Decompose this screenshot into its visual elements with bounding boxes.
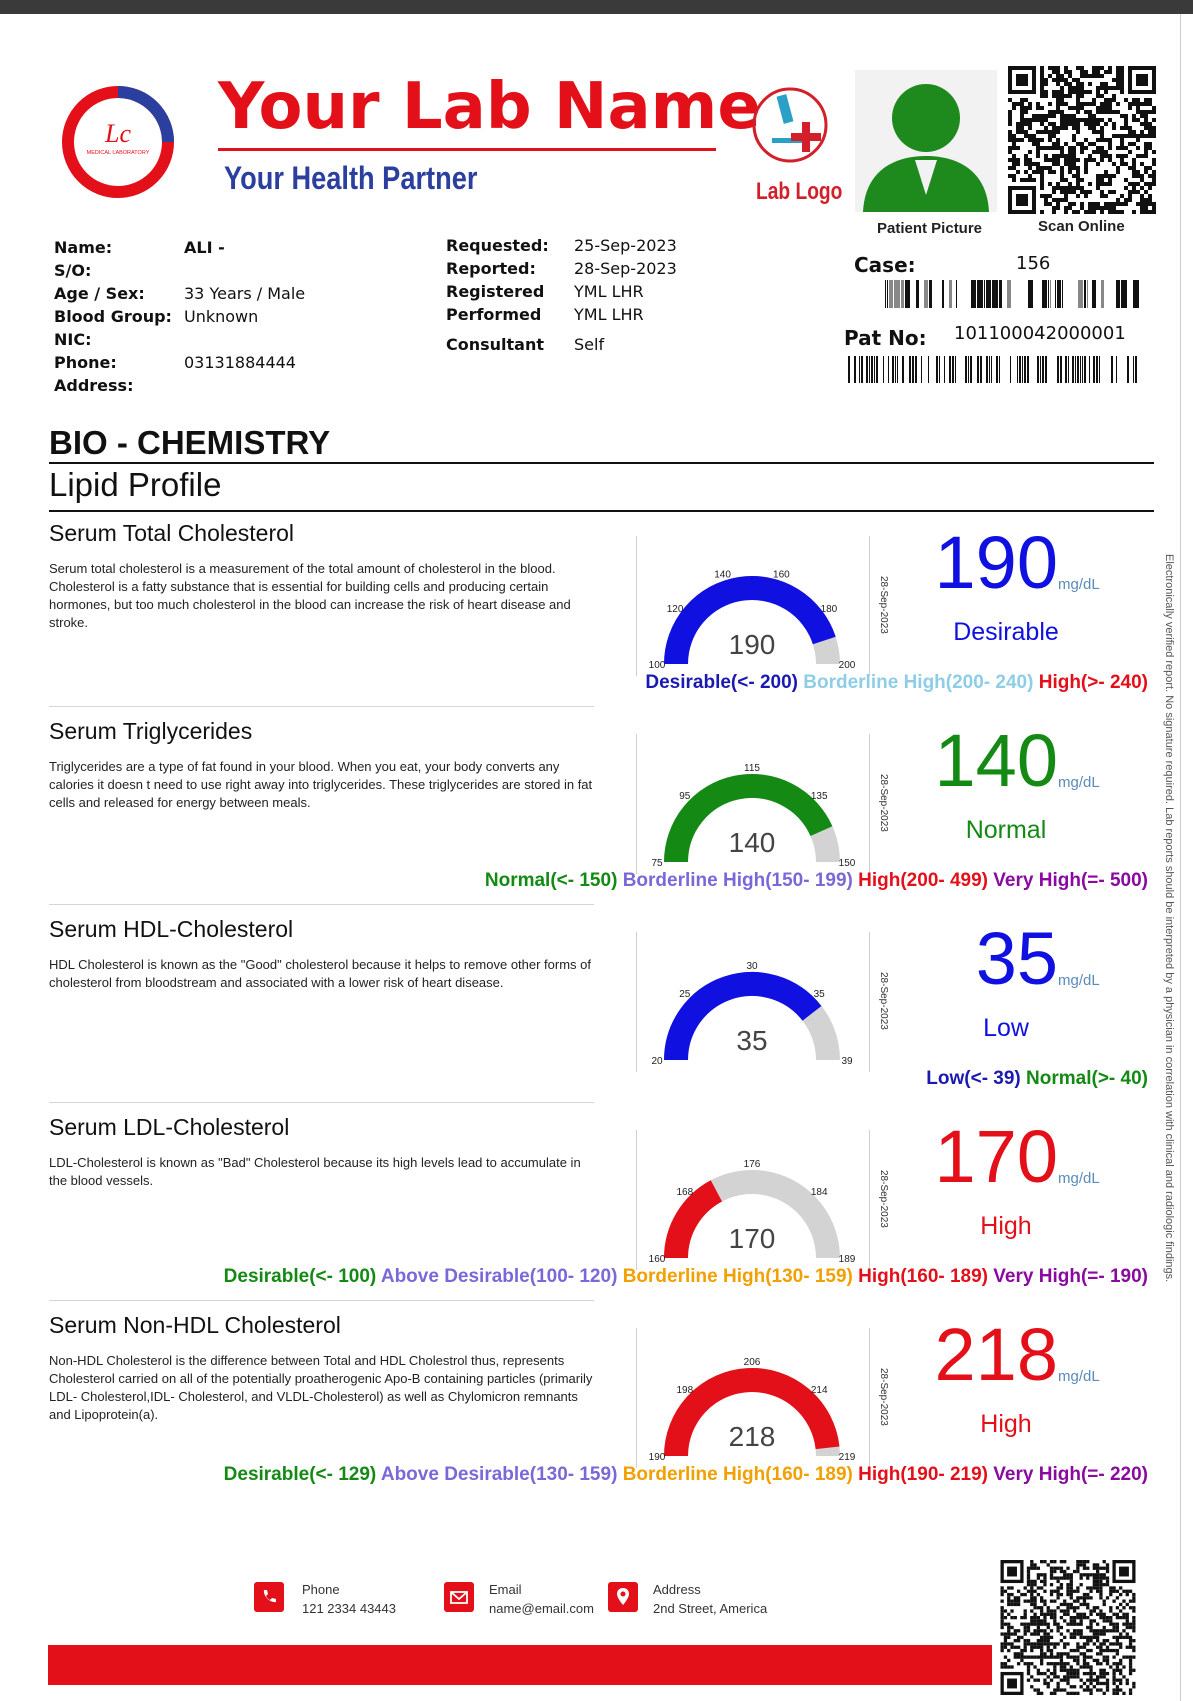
result-unit: mg/dL [1058,972,1100,989]
gauge-tick-label: 198 [676,1384,694,1396]
test-title: Serum Total Cholesterol [49,520,295,546]
gauge-tick-label: 75 [651,858,663,869]
gauge-tick-label: 160 [648,1254,666,1265]
department-title: BIO - CHEMISTRY [49,424,331,461]
gauge-tick-label: 184 [810,1186,828,1198]
blood-group-value: Unknown [184,307,259,326]
result-value: 190 [934,521,1058,604]
test-description: Serum total cholesterol is a measurement of the total amount of cholesterol in the blood. Cholesterol is a fatty substance that is essential for building cells and producing certain hormones, but too much cholesterol in the blood can increase the risk of heart disease and stroke. [49,561,571,630]
test-separator [49,706,594,707]
reference-range: Very High(=- 500) [993,870,1148,891]
age-sex-value: 33 Years / Male [184,284,306,303]
test-block [0,718,1180,916]
result-flag: High [980,1212,1032,1240]
lab-circle-logo [62,86,174,198]
footer-email-label: Email [489,1582,522,1597]
gauge-right-divider [869,932,870,1072]
viewer-top-bar [0,0,1193,14]
so-label: S/O: [54,261,92,280]
footer-address-label: Address [653,1582,701,1597]
verification-note: Electronically verified report. No signature required. Lab reports should be interpreted by a physician in correlation with clinical and radiologic findings. [1163,554,1175,1283]
phone-value: 03131884444 [184,353,296,372]
reported-value: 28-Sep-2023 [574,259,677,278]
gauge-center-value: 140 [728,827,776,858]
gauge-right-divider [869,1130,870,1270]
result-flag: Desirable [953,618,1059,646]
gauge-tick-label: 214 [810,1384,828,1396]
patient-barcode [845,356,1142,383]
phone-icon [254,1582,284,1612]
gauge-tick-label: 30 [746,961,758,972]
result-unit: mg/dL [1058,576,1100,593]
reference-range: Desirable(<- 200) [645,672,798,693]
gauge-center-value: 190 [728,629,776,660]
reported-label: Reported: [446,259,536,278]
result-value: 218 [934,1313,1058,1396]
result-date: 28-Sep-2023 [878,1170,889,1228]
performed-label: Performed [446,305,542,324]
reference-range: High(190- 219) [858,1464,989,1485]
gauge-center-value: 35 [736,1025,768,1056]
gauge-tick-label: 20 [651,1056,663,1067]
test-block [0,1312,1180,1510]
test-title: Serum Non-HDL Cholesterol [49,1312,341,1338]
location-pin-icon [608,1582,638,1612]
test-description: Triglycerides are a type of fat found in your blood. When you eat, your body converts any calories it doesn t need to use right away into triglycerides. These triglycerides are stored in fat cells and released for energy between meals. [49,759,593,810]
department-rule [49,462,1154,464]
gauge-tick-label: 115 [744,763,760,774]
phone-label: Phone: [54,353,117,372]
result-flag: Normal [965,816,1047,844]
footer-phone-value: 121 2334 43443 [302,1601,396,1616]
test-block [0,916,1180,1114]
reference-ranges [224,1266,1148,1288]
logo-text: MEDICAL LABORATORY [86,150,150,156]
result-value: 35 [975,917,1058,1000]
result-unit: mg/dL [1058,774,1100,791]
gauge-tick-label: 168 [676,1186,694,1198]
result-gauge [630,1328,856,1468]
email-icon [444,1582,474,1612]
gauge-right-divider [869,536,870,676]
result-gauge [630,734,856,874]
gauge-tick-label: 95 [679,790,691,802]
test-title: Serum LDL-Cholesterol [49,1114,290,1140]
gauge-tick-label: 200 [838,660,856,671]
name-label: Name: [54,238,113,257]
pat-no-label: Pat No: [844,326,927,350]
reference-range: Very High(=- 220) [993,1464,1148,1485]
result-flag: Low [983,1014,1029,1042]
lab-tagline: Your Health Partner [224,160,478,196]
patient-picture-caption: Patient Picture [877,220,983,237]
result-date: 28-Sep-2023 [878,972,889,1030]
blood-group-label: Blood Group: [54,307,172,326]
test-separator [49,904,594,905]
reference-ranges [926,1068,1148,1090]
case-barcode [878,280,1146,308]
reference-ranges [485,870,1148,892]
lab-name: Your Lab Name [218,70,761,144]
consultant-value: Self [574,335,605,354]
reference-range: Borderline High(130- 159) [622,1266,853,1287]
age-sex-label: Age / Sex: [54,284,145,303]
result-date: 28-Sep-2023 [878,576,889,634]
gauge-tick-label: 25 [679,988,691,1000]
consultant-label: Consultant [446,335,545,354]
gauge-tick-label: 150 [838,858,856,869]
test-title: Serum HDL-Cholesterol [49,916,294,942]
test-block [0,1114,1180,1312]
reference-range: Desirable(<- 129) [223,1464,377,1485]
nic-label: NIC: [54,330,92,349]
result-gauge [630,1130,856,1270]
gauge-right-divider [869,734,870,874]
gauge-tick-label: 219 [838,1452,856,1463]
result-date: 28-Sep-2023 [878,774,889,832]
gauge-tick-label: 206 [743,1357,761,1368]
gauge-fill [676,1191,716,1258]
test-description: HDL Cholesterol is known as the "Good" cholesterol because it helps to remove other forms of cholesterol from bloodstream and associated with a lower risk of heart disease. [49,957,592,990]
reference-range: Borderline High(160- 189) [622,1464,853,1485]
svg-text:Lc: Lc [105,119,131,148]
registered-value: YML LHR [574,282,644,301]
performed-value: YML LHR [574,305,644,324]
test-block [0,520,1180,718]
result-unit: mg/dL [1058,1170,1100,1187]
gauge-tick-label: 189 [838,1254,856,1265]
test-description: Non-HDL Cholesterol is the difference between Total and HDL Cholestrol thus, represents Cholesterol carried on all of the potentially proatherogenic Apo-B containing particles (primarily LDL- Cholesterol,IDL- Cholesterol, and VLDL-Cholesterol) as well as Chylomicron remnants and Lipoprotein(a). [49,1353,593,1422]
result-unit: mg/dL [1058,1368,1100,1385]
reference-range: Borderline High(150- 199) [622,870,853,891]
case-label: Case: [854,253,916,277]
gauge-right-divider [869,1328,870,1468]
reference-range: Desirable(<- 100) [223,1266,377,1287]
footer-email-value[interactable]: name@email.com [489,1601,594,1616]
reference-range: High(200- 499) [858,870,989,891]
reference-ranges [224,1464,1148,1486]
footer-red-bar [48,1645,992,1685]
gauge-tick-label: 190 [648,1452,666,1463]
reference-range: Above Desirable(100- 120) [380,1266,618,1287]
result-value: 140 [934,719,1058,802]
pat-no-value: 101100042000001 [954,323,1126,344]
reference-range: Normal(<- 150) [484,870,618,891]
reference-range: Normal(>- 40) [1026,1068,1148,1089]
reference-range: Low(<- 39) [926,1068,1021,1089]
lab-logo-caption: Lab Logo [756,178,843,205]
reference-ranges [645,672,1148,694]
scan-online-caption: Scan Online [1038,218,1125,235]
gauge-tick-label: 140 [714,569,731,581]
panel-rule [49,510,1154,512]
test-description: LDL-Cholesterol is known as "Bad" Cholesterol because its high levels lead to accumulate in the blood vessels. [49,1155,581,1188]
panel-title: Lipid Profile [49,466,222,503]
gauge-tick-label: 160 [773,569,790,581]
reference-range: High(>- 240) [1038,672,1148,693]
gauge-tick-label: 39 [841,1056,853,1067]
result-value: 170 [934,1115,1058,1198]
gauge-tick-label: 120 [666,604,684,616]
address-label: Address: [54,376,134,395]
footer-phone-label: Phone [302,1582,340,1597]
gauge-center-value: 218 [728,1421,776,1452]
gauge-tick-label: 180 [820,604,838,616]
gauge-tick-label: 35 [813,988,825,1000]
patient-name: ALI - [184,238,225,257]
lab-name-underline [218,148,716,151]
gauge-tick-label: 100 [648,660,666,671]
test-title: Serum Triglycerides [49,718,253,744]
gauge-center-value: 170 [728,1223,776,1254]
result-date: 28-Sep-2023 [878,1368,889,1426]
gauge-tick-label: 135 [810,790,828,802]
registered-label: Registered [446,282,545,301]
gauge-tick-label: 176 [743,1159,761,1170]
scan-online-qr-code[interactable] [1008,66,1156,214]
test-separator [49,1300,594,1301]
patient-picture [855,70,997,212]
footer-qr-code[interactable] [998,1560,1138,1695]
requested-value: 25-Sep-2023 [574,236,677,255]
reference-range: Above Desirable(130- 159) [380,1464,618,1485]
result-flag: High [980,1410,1032,1438]
case-number: 156 [1016,253,1051,274]
requested-label: Requested: [446,236,549,255]
reference-range: High(160- 189) [858,1266,989,1287]
result-gauge [630,536,856,676]
test-separator [49,1102,594,1103]
reference-range: Very High(=- 190) [993,1266,1148,1287]
reference-range: Borderline High(200- 240) [803,672,1034,693]
result-gauge [630,932,853,1072]
microscope-icon [750,80,830,170]
footer-address-value: 2nd Street, America [653,1601,768,1616]
